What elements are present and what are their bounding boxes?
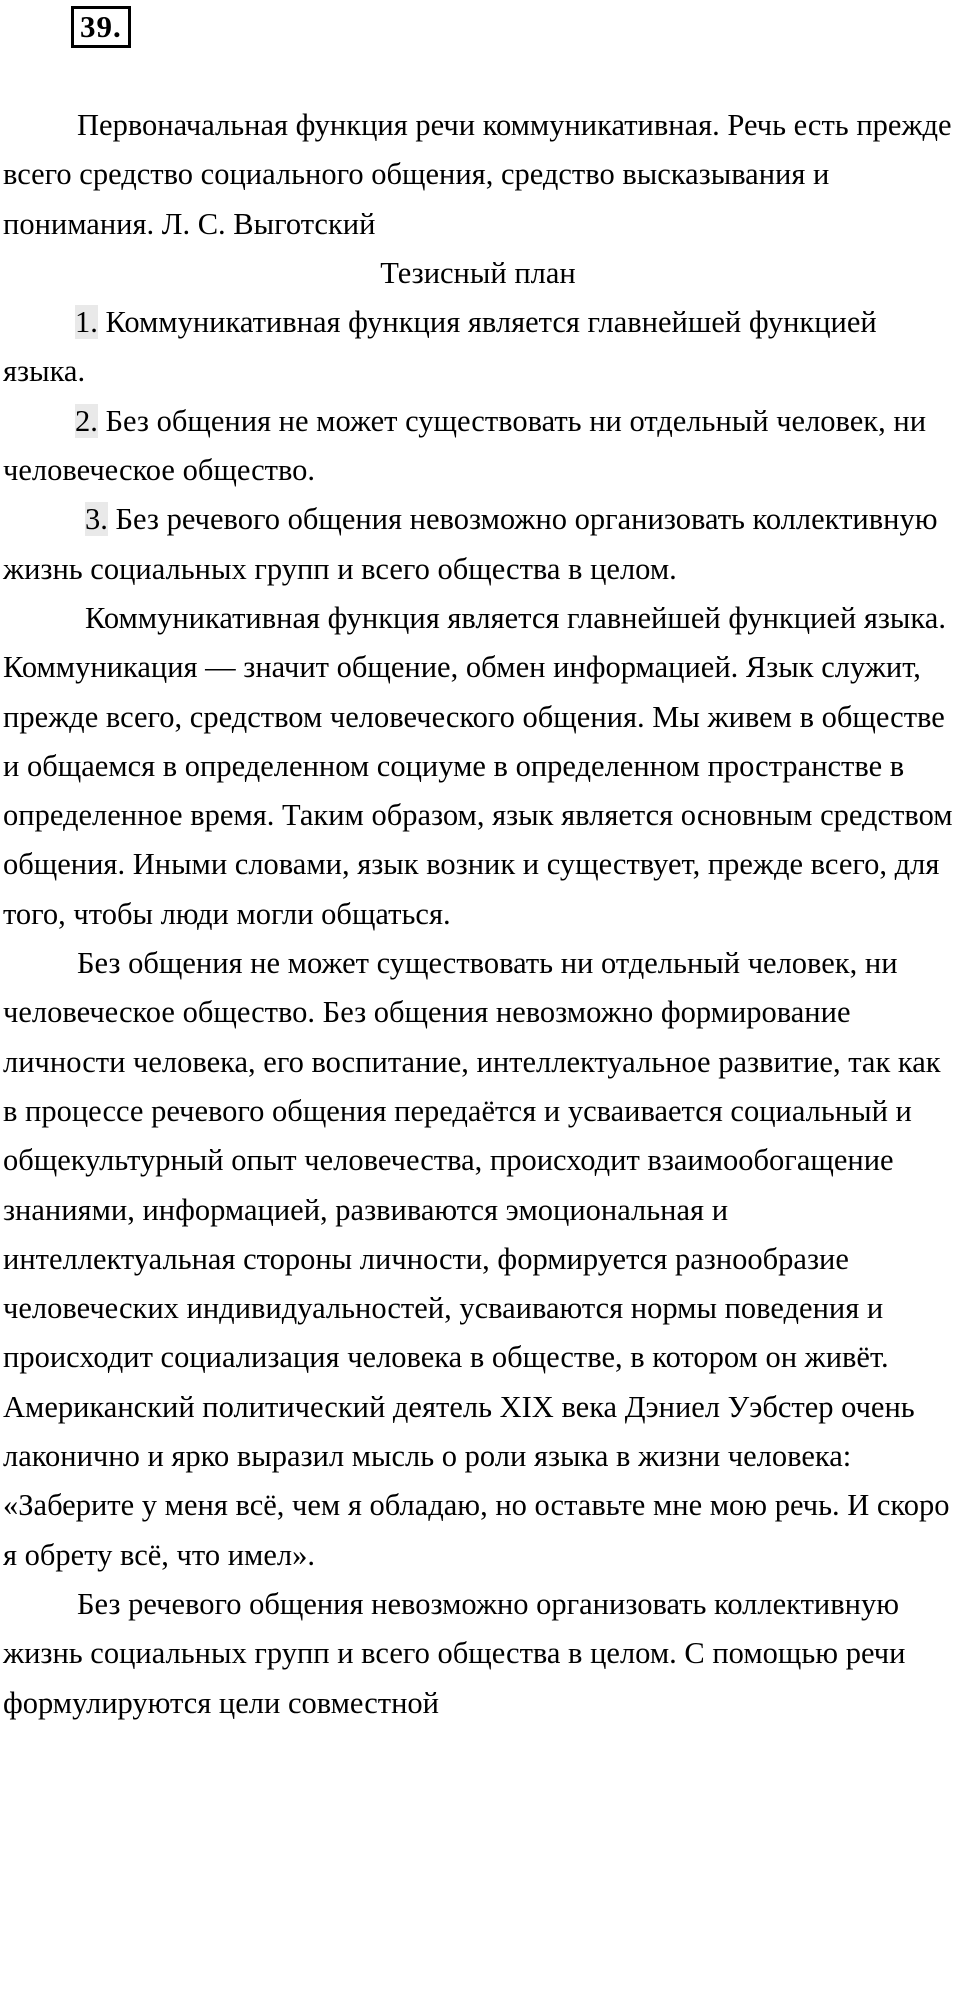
plan-item bbox=[3, 298, 953, 397]
essay-text bbox=[3, 101, 953, 1728]
plan-item bbox=[3, 397, 953, 496]
plan-item-number: 1. bbox=[75, 305, 98, 340]
plan-title: Тезисный план bbox=[380, 255, 576, 290]
task-number: 39. bbox=[71, 6, 131, 48]
plan-item-number: 2. bbox=[75, 403, 98, 438]
plan-item-number: 3. bbox=[85, 502, 108, 537]
epigraph: Первоначальная функция речи коммуникативная. Речь есть прежде всего средство социального общения, средство высказывания и понимания. Л. С. Выготский bbox=[3, 108, 952, 241]
paragraph: Без речевого общения невозможно организовать коллективную жизнь социальных групп и всего общества в целом. С помощью речи формулируются цели совместной bbox=[3, 1586, 906, 1720]
plan-item-text: Без общения не может существовать ни отдельный человек, ни человеческое общество. bbox=[3, 403, 927, 488]
plan-item-text: Без речевого общения невозможно организовать коллективную жизнь социальных групп и всего общества в целом. bbox=[3, 502, 938, 586]
paragraph: Без общения не может существовать ни отдельный человек, ни человеческое общество. Без общения невозможно формирование личности человека, его воспитание, интеллектуальное развитие, так как в процессе речевого общения передаётся и усваивается социальный и общекультурный опыт человечества, происходит взаимообогащение знаниями, информацией, развиваются эмоциональная и интеллектуальная стороны личности, формируется разнообразие человеческих индивидуальностей, усваиваются нормы поведения и происходит социализация человека в обществе, в котором он живёт. Американский политический деятель XIX века Дэниел Уэбстер очень лаконично и ярко выразил мысль о роли языка в жизни человека: «Заберите у меня всё, чем я обладаю, но оставьте мне мою речь. И скоро я обрету всё, что имел». bbox=[3, 946, 950, 1572]
plan-item bbox=[3, 495, 953, 594]
plan-item-text: Коммуникативная функция является главнейшей функцией языка. bbox=[3, 305, 877, 389]
paragraph: Коммуникативная функция является главнейшей функцией языка. Коммуникация — значит общение, обмен информацией. Язык служит, прежде всего, средством человеческого общения. Мы живем в обществе и общаемся в определенном социуме в определенном пространстве в определенное время. Таким образом, язык является основным средством общения. Иными словами, язык возник и существует, прежде всего, для того, чтобы люди могли общаться. bbox=[3, 600, 953, 931]
